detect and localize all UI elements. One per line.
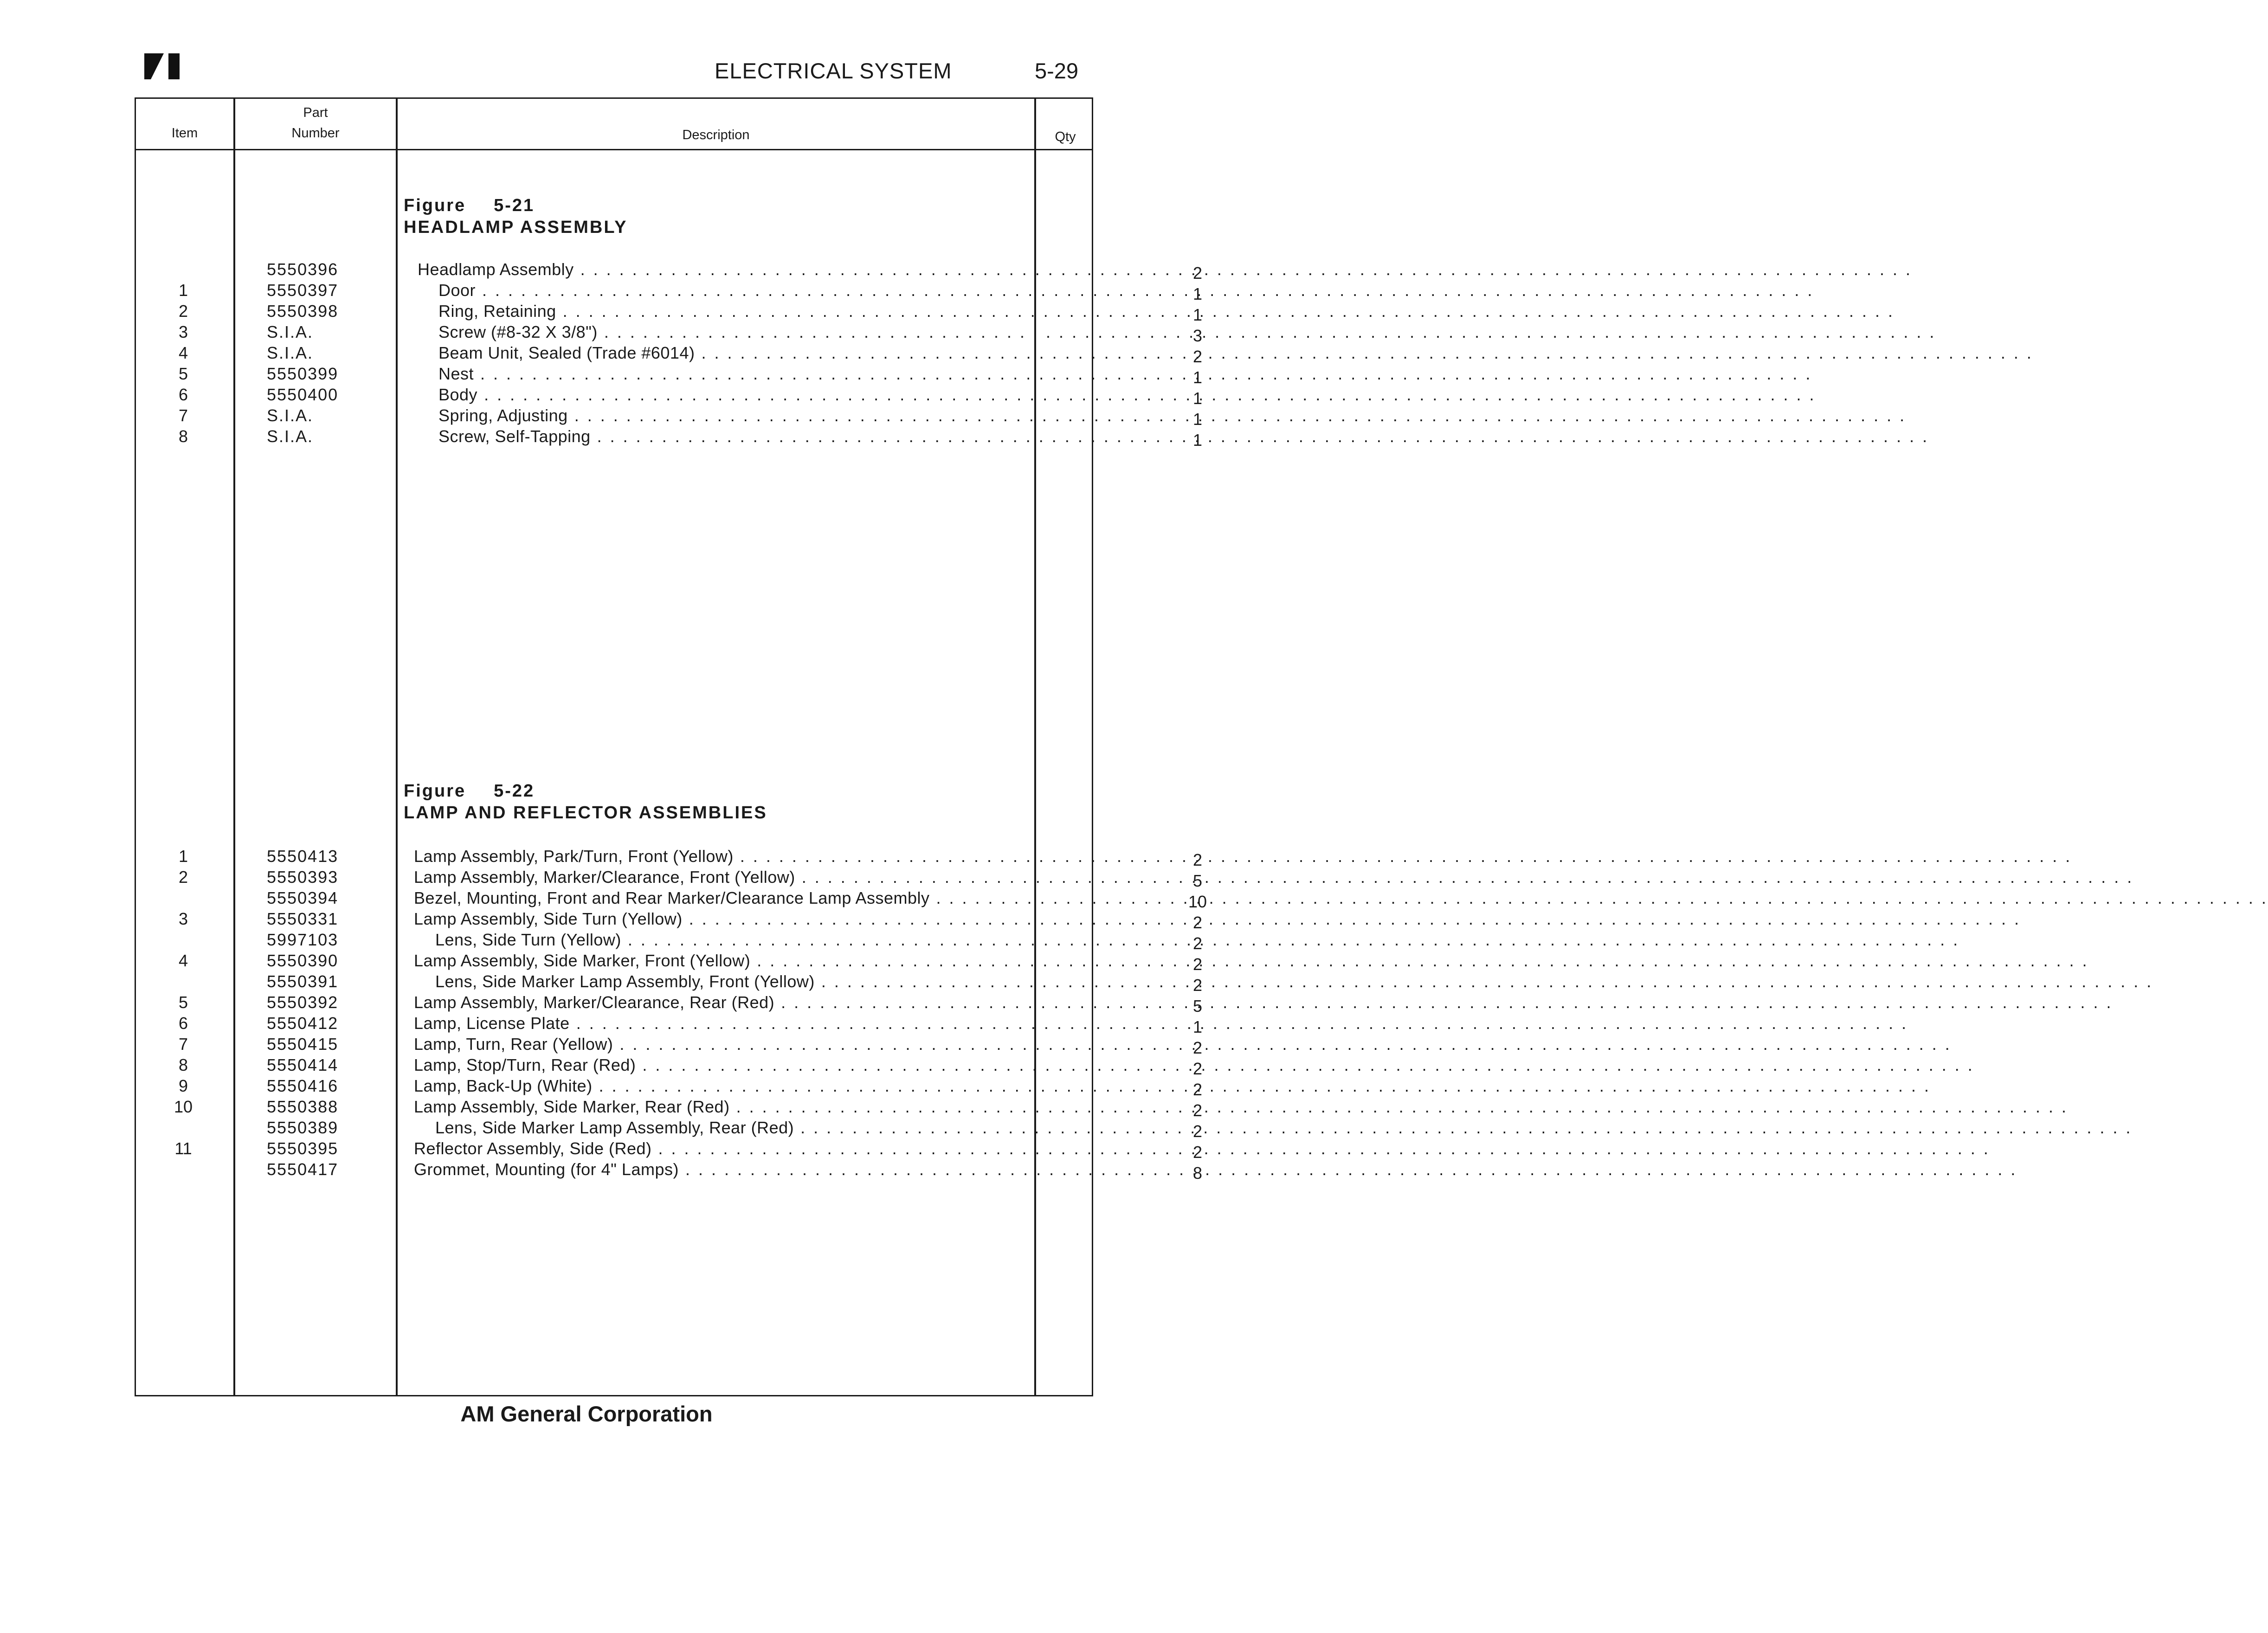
item-number: 7 [178, 406, 188, 425]
description: Nest . . . [438, 363, 1155, 384]
column-header-part-line1: Part [303, 105, 328, 120]
quantity: 2 [1192, 934, 1203, 953]
description: Spring, Adjusting . . . [438, 405, 1155, 426]
page-number: 5-29 [1035, 58, 1079, 83]
description: Lamp Assembly, Side Marker, Rear (Red) . . . [414, 1096, 1155, 1117]
quantity: 5 [1192, 871, 1203, 890]
part-number: 5550413 [267, 847, 339, 866]
quantity: 2 [1192, 264, 1203, 283]
item-number: 4 [178, 951, 188, 970]
table-row [135, 384, 1203, 408]
figure-label: Figure [404, 781, 466, 801]
description: Lamp, Stop/Turn, Rear (Red) . . . [414, 1054, 1155, 1075]
quantity: 1 [1192, 368, 1203, 387]
quantity: 2 [1192, 850, 1203, 869]
quantity: 2 [1192, 347, 1203, 366]
quantity: 1 [1192, 389, 1203, 408]
figure-number: 5-21 [494, 196, 535, 215]
part-number: 5550416 [267, 1076, 339, 1095]
part-number: 5550415 [267, 1035, 339, 1054]
part-number: 5550393 [267, 868, 339, 887]
table-row [135, 426, 1203, 450]
table-row [135, 1117, 1203, 1141]
item-number: 6 [178, 1014, 188, 1033]
quantity: 5 [1192, 997, 1203, 1016]
description: Lens, Side Marker Lamp Assembly, Front (Yellow) . . . [435, 971, 1155, 992]
part-number: 5550331 [267, 909, 339, 928]
column-header-part-number [235, 103, 396, 143]
figure-number: 5-22 [494, 781, 535, 801]
description: Reflector Assembly, Side (Red) . . . [414, 1138, 1155, 1159]
part-number: 5550395 [267, 1139, 339, 1158]
description: Body . . . [438, 384, 1155, 405]
table-row [135, 1096, 1203, 1120]
part-number: 5550417 [267, 1160, 339, 1179]
part-number: S.I.A. [267, 406, 314, 425]
table-row [135, 929, 1203, 953]
figure-heading [404, 780, 767, 824]
description: Lens, Side Turn (Yellow) . . . [435, 929, 1155, 950]
figure-rows [135, 846, 1207, 1183]
figure-title: LAMP AND REFLECTOR ASSEMBLIES [404, 803, 767, 823]
description: Beam Unit, Sealed (Trade #6014) . . . [438, 342, 1155, 363]
part-number: 5550392 [267, 993, 339, 1012]
item-number: 5 [178, 364, 188, 383]
column-header-item: Item [171, 126, 198, 141]
item-number: 3 [178, 909, 188, 928]
item-number: 6 [178, 385, 188, 404]
item-number: 8 [178, 1055, 188, 1074]
description: Ring, Retaining . . . [438, 301, 1155, 321]
quantity: 2 [1192, 1059, 1203, 1078]
item-number: 9 [178, 1076, 188, 1095]
quantity: 1 [1192, 305, 1203, 324]
part-number: 5550398 [267, 302, 339, 321]
part-number: 5550414 [267, 1055, 339, 1074]
table-row [135, 321, 1203, 345]
table-row [135, 301, 1203, 324]
item-number: 5 [178, 993, 188, 1012]
description: Lamp Assembly, Marker/Clearance, Rear (Red) . . . [414, 992, 1155, 1013]
quantity: 1 [1192, 410, 1203, 429]
section-title: ELECTRICAL SYSTEM [715, 58, 952, 83]
item-number: 1 [178, 281, 188, 300]
table-row [135, 1054, 1203, 1078]
part-number: 5997103 [267, 930, 339, 949]
quantity: 10 [1188, 892, 1207, 911]
quantity: 1 [1192, 284, 1203, 303]
column-header-part-line2: Number [291, 126, 340, 141]
quantity: 1 [1192, 1017, 1203, 1036]
quantity: 2 [1192, 976, 1203, 995]
table-row [135, 971, 1203, 995]
item-number: 8 [178, 427, 188, 446]
figure-label: Figure [404, 196, 466, 215]
figure-rows [135, 259, 1203, 450]
item-number: 3 [178, 322, 188, 341]
part-number: S.I.A. [267, 427, 314, 446]
quantity: 2 [1192, 1038, 1203, 1057]
description: Headlamp Assembly . . . [418, 259, 1155, 280]
table-row [135, 887, 1207, 911]
quantity: 3 [1192, 326, 1203, 345]
part-number: 5550394 [267, 888, 339, 907]
description: Lamp, License Plate . . . [414, 1013, 1155, 1034]
description: Lamp Assembly, Park/Turn, Front (Yellow) . . . [414, 846, 1155, 867]
item-number: 2 [178, 868, 188, 887]
description: Bezel, Mounting, Front and Rear Marker/Clearance Lamp Assembly . . . [414, 887, 1155, 908]
item-number: 4 [178, 343, 188, 362]
description: Lamp Assembly, Side Marker, Front (Yellow) . . . [414, 950, 1155, 971]
quantity: 2 [1192, 913, 1203, 932]
description: Lamp Assembly, Side Turn (Yellow) . . . [414, 908, 1155, 929]
table-row [135, 992, 1203, 1016]
description: Lamp, Turn, Rear (Yellow) . . . [414, 1034, 1155, 1054]
item-number: 1 [178, 847, 188, 866]
part-number: 5550412 [267, 1014, 339, 1033]
quantity: 2 [1192, 1143, 1203, 1162]
part-number: 5550389 [267, 1118, 339, 1137]
table-row [135, 1075, 1203, 1099]
item-number: 2 [178, 302, 188, 321]
column-header-qty: Qty [1055, 129, 1076, 144]
table-row [135, 259, 1203, 283]
figure-heading [404, 195, 627, 238]
part-number: 5550399 [267, 364, 339, 383]
item-number: 7 [178, 1035, 188, 1054]
column-header-description: Description [682, 128, 750, 142]
description: Lamp Assembly, Marker/Clearance, Front (Yellow) . . . [414, 867, 1155, 887]
table-row [135, 846, 1203, 869]
quantity: 2 [1192, 955, 1203, 974]
table-row [135, 280, 1203, 303]
table-row [135, 342, 1203, 366]
publisher-footer: AM General Corporation [460, 1402, 713, 1426]
figure-title: HEADLAMP ASSEMBLY [404, 218, 628, 237]
quantity: 2 [1192, 1101, 1203, 1120]
quantity: 2 [1192, 1080, 1203, 1099]
part-number: 5550391 [267, 972, 339, 991]
publisher-logo-icon [144, 53, 182, 79]
part-number: 5550397 [267, 281, 339, 300]
quantity: 2 [1192, 1122, 1203, 1141]
table-row [135, 908, 1203, 932]
table-row [135, 950, 1203, 974]
description: Lens, Side Marker Lamp Assembly, Rear (Red) . . . [435, 1117, 1155, 1138]
description: Door . . . [438, 280, 1155, 301]
quantity: 8 [1192, 1164, 1203, 1183]
table-row [135, 1013, 1203, 1036]
table-row [135, 1034, 1203, 1057]
description: Lamp, Back-Up (White) . . . [414, 1075, 1155, 1096]
part-number: S.I.A. [267, 343, 314, 362]
table-row [135, 867, 1203, 890]
quantity: 1 [1192, 431, 1203, 450]
description: Screw (#8-32 X 3/8") . . . [438, 321, 1155, 342]
description: Screw, Self-Tapping . . . [438, 426, 1155, 447]
item-number: 11 [174, 1139, 192, 1158]
table-row [135, 363, 1203, 387]
item-number: 10 [174, 1097, 193, 1116]
description: Grommet, Mounting (for 4" Lamps) . . . [414, 1159, 1155, 1180]
part-number: 5550396 [267, 260, 339, 279]
table-row [135, 1138, 1203, 1162]
table-row [135, 1159, 1203, 1183]
part-number: S.I.A. [267, 322, 314, 341]
table-row [135, 405, 1203, 429]
part-number: 5550400 [267, 385, 339, 404]
header-divider [136, 149, 1092, 150]
part-number: 5550390 [267, 951, 339, 970]
part-number: 5550388 [267, 1097, 339, 1116]
